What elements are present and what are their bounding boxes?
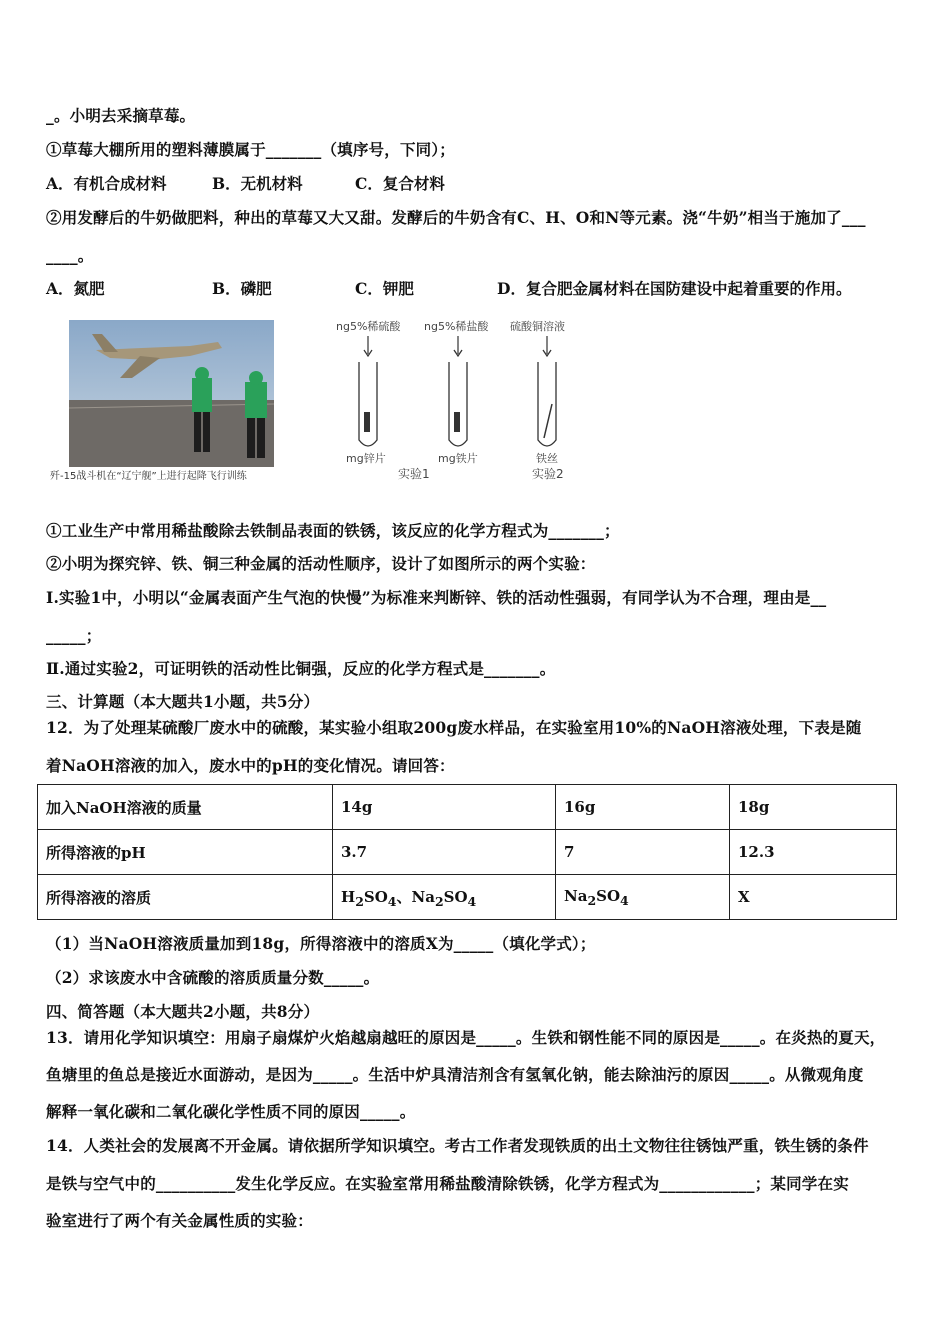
table-cell: 所得溶液的溶质 (38, 875, 333, 920)
metal-question-3-line2: _____； (46, 626, 102, 645)
metal-question-4: Ⅱ.通过实验2，可证明铁的活动性比铜强，反应的化学方程式是_______。 (46, 659, 556, 678)
question-13-line3: 解释一氧化碳和二氧化碳化学性质不同的原因_____。 (46, 1102, 416, 1121)
table-cell: 所得溶液的pH (38, 830, 333, 875)
q1-option-a: A．有机合成材料 (46, 174, 167, 193)
table-cell: 3.7 (333, 830, 556, 875)
question-12-line2: 着NaOH溶液的加入，废水中的pH的变化情况。请回答： (46, 756, 455, 775)
question-12-line1: 12．为了处理某硫酸厂废水中的硫酸，某实验小组取200g废水样品，在实验室用10%的NaOH溶液处理，下表是随 (46, 718, 862, 737)
table-cell: 16g (556, 785, 730, 830)
test-tube-3 (538, 362, 556, 446)
tube3-bottom-label: 铁丝 (536, 452, 558, 465)
table-cell: 14g (333, 785, 556, 830)
question-13-line1: 13．请用化学知识填空：用扇子扇煤炉火焰越扇越旺的原因是_____。生铁和钢性能不同的原因是_____。在炎热的夏天， (46, 1028, 886, 1047)
intro-line: _。小明去采摘草莓。 (46, 106, 196, 125)
q1-option-b: B．无机材料 (212, 174, 303, 193)
tube1-label: ng5%稀硫酸 (336, 320, 401, 333)
section-4-heading: 四、简答题（本大题共2小题，共8分） (46, 1002, 320, 1021)
metal-question-3-line1: Ⅰ.实验1中，小明以“金属表面产生气泡的快慢”为标准来判断锌、铁的活动性强弱，有同学认为不合理，理由是__ (46, 588, 827, 607)
metal-question-1: ①工业生产中常用稀盐酸除去铁制品表面的铁锈，该反应的化学方程式为_______； (46, 521, 620, 540)
question-2-line2: ____。 (46, 246, 94, 265)
question-12-part-2: （2）求该废水中含硫酸的溶质质量分数_____。 (46, 968, 380, 987)
experiment-2-label: 实验2 (532, 467, 564, 481)
tube2-bottom-label: mg铁片 (438, 452, 478, 465)
crew-right (245, 382, 267, 418)
question-2-line1: ②用发酵后的牛奶做肥料，种出的草莓又大又甜。发酵后的牛奶含有C、H、O和N等元素。浇“牛奶”相当于施加了___ (46, 208, 866, 227)
question-1: ①草莓大棚所用的塑料薄膜属于_______（填序号，下同）； (46, 140, 456, 159)
q2-option-a: A．氮肥 (46, 279, 105, 298)
question-14-line3: 验室进行了两个有关金属性质的实验： (46, 1211, 313, 1230)
photo-caption: 歼-15战斗机在“辽宁舰”上进行起降飞行训练 (50, 471, 247, 482)
q2-option-d: D．复合肥金属材料在国防建设中起着重要的作用。 (497, 279, 852, 298)
jet-photo (69, 320, 274, 467)
experiment-figure (40, 312, 600, 490)
q2-option-c: C．钾肥 (355, 279, 414, 298)
table-cell: 12.3 (730, 830, 897, 875)
table-cell: 7 (556, 830, 730, 875)
iron-piece (454, 412, 460, 432)
q1-option-c: C．复合材料 (355, 174, 445, 193)
question-13-line2: 鱼塘里的鱼总是接近水面游动，是因为_____。生活中炉具清洁剂含有氢氧化钠，能去除油污的原因_____。从微观角度 (46, 1065, 864, 1084)
table-cell-formula: $Na_2SO_4$ (556, 875, 730, 920)
question-14-line1: 14．人类社会的发展离不开金属。请依据所学知识填空。考古工作者发现铁质的出土文物往往锈蚀严重，铁生锈的条件 (46, 1136, 869, 1155)
tube2-label: ng5%稀盐酸 (424, 320, 489, 333)
test-tube-2 (449, 362, 467, 446)
ph-data-table (37, 784, 897, 920)
table-cell-formula: $H_2SO_4$、$Na_2SO_4$ (333, 875, 556, 920)
experiment-1-label: 实验1 (398, 467, 430, 481)
question-14-line2: 是铁与空气中的__________发生化学反应。在实验室常用稀盐酸清除铁锈，化学方程式为____________；某同学在实 (46, 1174, 849, 1193)
crew-left (192, 378, 212, 412)
metal-question-2: ②小明为探究锌、铁、铜三种金属的活动性顺序，设计了如图所示的两个实验： (46, 554, 596, 573)
table-cell: X (730, 875, 897, 920)
tube1-bottom-label: mg锌片 (346, 452, 386, 465)
iron-wire (544, 404, 552, 438)
table-cell: 18g (730, 785, 897, 830)
table-row (38, 875, 897, 920)
section-3-heading: 三、计算题（本大题共1小题，共5分） (46, 692, 320, 711)
zinc-piece (364, 412, 370, 432)
table-row (38, 830, 897, 875)
q2-option-b: B．磷肥 (212, 279, 272, 298)
question-12-part-1: （1）当NaOH溶液质量加到18g，所得溶液中的溶质X为_____（填化学式）； (46, 934, 596, 953)
test-tube-1 (359, 362, 377, 446)
tube3-label: 硫酸铜溶液 (510, 320, 565, 333)
table-cell: 加入NaOH溶液的质量 (38, 785, 333, 830)
table-row (38, 785, 897, 830)
